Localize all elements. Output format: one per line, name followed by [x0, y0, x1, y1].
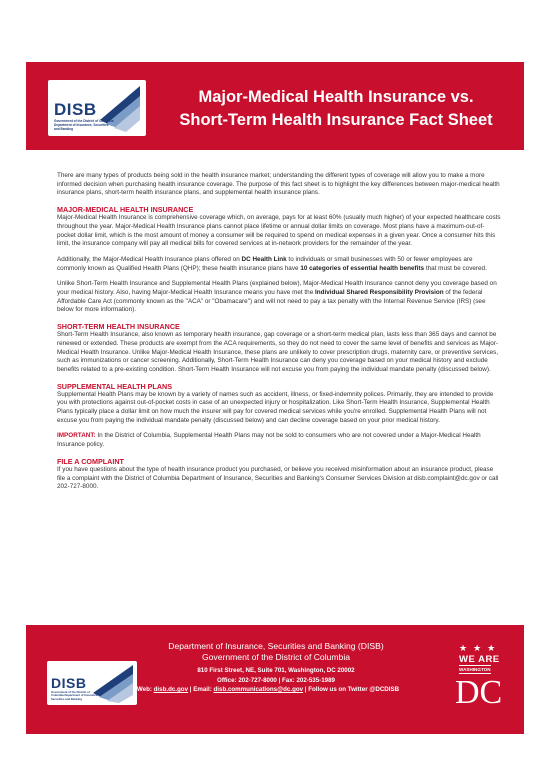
twitter-text: | Follow us on Twitter @DCDISB: [303, 686, 400, 693]
dc-health-link-text: DC Health Link: [241, 255, 287, 263]
major-medical-paragraph-3: [57, 280, 502, 315]
fact-sheet-body: [57, 172, 502, 499]
footer-department: Department of Insurance, Securities and Banking (DISB): [168, 641, 384, 651]
stars-icon: ★★★: [459, 643, 502, 653]
short-term-paragraph: Short-Term Health Insurance, also known as temporary health insurance, gap coverage or a short-term medical plan, lasts less than 365 days and cannot be renewed or extended. These products are exempt from the ACA requirements, so they do not need to cover the same level of benefits and services as Major-Medical Health Insurance. Unlike Major-Medical Health Insurance, these plans are unlikely to cover prescription drugs, maternity care, or preventive services, such as immunizations or cancer screening. Additionally, Short-Term Health Insurance can deny you coverage based on your medical history and exclude benefits related to a pre-existing condition. Short-Term Health Insurance will not excuse you from paying the individual mandate penalty (discussed below).: [57, 331, 499, 373]
footer-logo-subtext: Government of the District of Columbia Department of Insurance, Securities and Banking: [51, 690, 99, 701]
dc-text: DC: [455, 674, 503, 711]
page-title: [166, 86, 506, 132]
shared-responsibility-text: Individual Shared Responsibility Provision: [314, 289, 444, 297]
email-link[interactable]: disb.communications@dc.gov: [213, 686, 304, 693]
text-run: of the federal Affordable Care Act (commonly known as the "ACA" or "Obamacare") and will not need to pay a tax penalty with the Internal Revenue Service (IRS) (see below for more information).: [57, 289, 486, 314]
we-are-washington-dc-logo: [451, 643, 509, 721]
footer-address: 810 First Street, NE, Suite 701, Washington, DC 20002: [197, 667, 355, 674]
intro-paragraph: There are many types of products being sold in the health insurance market; understanding the different types of coverage will allow you to make a more informed decision when purchasing health insurance coverage. The purpose of this fact sheet is to highlight the key differences between major-medical health insurance plans, short-term health insurance plans, and supplemental health insurance plans.: [57, 172, 500, 197]
we-are-text: WE ARE: [459, 654, 500, 665]
logo-subtext: Government of the District of Columbia Department of Insurance, Securities and Banking: [54, 119, 114, 131]
major-medical-paragraph-2: [57, 256, 502, 273]
supplemental-paragraph: Supplemental Health Plans may be known by a variety of names such as accident, illness, or fixed-indemnity polices. Primarily, they are intended to provide you with protections against out-of-pocket costs in case of an unexpected injury or hospitalization. Like Short-Term Health Insurance, Supplemental Health Plans typically place a dollar limit on how much the insurer will pay for covered medical services while you're enrolled. Supplemental Health Plans will not excuse you from paying the individual mandate penalty (discussed below) and can decline coverage based on your prior medical history.: [57, 390, 494, 424]
text-run: to individuals or small businesses with 50 or fewer employees are commonly known as Qualified Health Plans (QHP); these health insurance plans have: [57, 255, 473, 272]
supplemental-heading: SUPPLEMENTAL HEALTH PLANS: [57, 381, 173, 391]
footer-contact: [136, 641, 410, 695]
major-medical-heading: MAJOR-MEDICAL HEALTH INSURANCE: [57, 205, 194, 215]
email-label: | Email:: [188, 686, 214, 693]
text-run: Additionally, the Major-Medical Health Insurance plans offered on: [57, 255, 242, 263]
text-run: that must be covered.: [424, 264, 487, 272]
footer-government: Government of the District of Columbia: [201, 652, 351, 662]
disb-logo: [48, 80, 146, 136]
major-medical-paragraph-1: Major-Medical Health Insurance is comprehensive coverage which, on average, pays for at least 60% (usually much higher) of your expected healthcare costs throughout the year. Major-Medical Health Insurance plans cannot place lifetime or annual dollar limits on coverage. Most plans have a maximum-out-of-pocket dollar limit, which is the most amount of money a consumer will be required to spend on medical expenses in a given year. Once a consumer hits this limit, the insurance company will pay all medical bills for covered services at in-network providers for the remainder of the year.: [57, 214, 501, 248]
web-label: Web:: [136, 686, 154, 693]
title-line-1: Major-Medical Health Insurance vs.: [198, 88, 474, 106]
footer-logo-text: DISB: [51, 675, 87, 691]
footer-disb-logo: [47, 661, 137, 705]
logo-text: DISB: [54, 100, 97, 119]
important-label: IMPORTANT:: [57, 432, 96, 440]
washington-text: WASHINGTON: [459, 667, 491, 672]
footer-phone-fax: Office: 202-727-8000 | Fax: 202-535-1989: [217, 676, 335, 684]
essential-benefits-text: 10 categories of essential health benefits: [300, 264, 425, 272]
title-line-2: Short-Term Health Insurance Fact Sheet: [179, 111, 493, 129]
text-run: Unlike Short-Term Health Insurance and Supplemental Health Plans (explained below), Major-Medical Health Insurance cannot deny you coverage based on your medical history. Also, having Major-Medical Health Insurance means you have met the: [57, 280, 497, 297]
web-link[interactable]: disb.dc.gov: [153, 686, 189, 693]
important-text: In the District of Columbia, Supplemental Health Plans may not be sold to consumers who are not covered under a Major-Medical Health Insurance policy.: [57, 432, 481, 449]
short-term-heading: SHORT-TERM HEALTH INSURANCE: [57, 322, 180, 332]
header-banner: [26, 62, 524, 150]
complaint-paragraph: If you have questions about the type of health insurance product you purchased, or believe you received misinformation about an insurance product, please file a complaint with the District of Columbia Department of Insurance, Securities and Banking's Consumer Services Division at disb.complaint@dc.gov or call 202-727-8000.: [57, 465, 499, 491]
footer-banner: [26, 625, 524, 734]
footer-web-email: [126, 685, 410, 695]
complaint-heading: FILE A COMPLAINT: [57, 456, 124, 466]
important-note: [57, 432, 502, 449]
